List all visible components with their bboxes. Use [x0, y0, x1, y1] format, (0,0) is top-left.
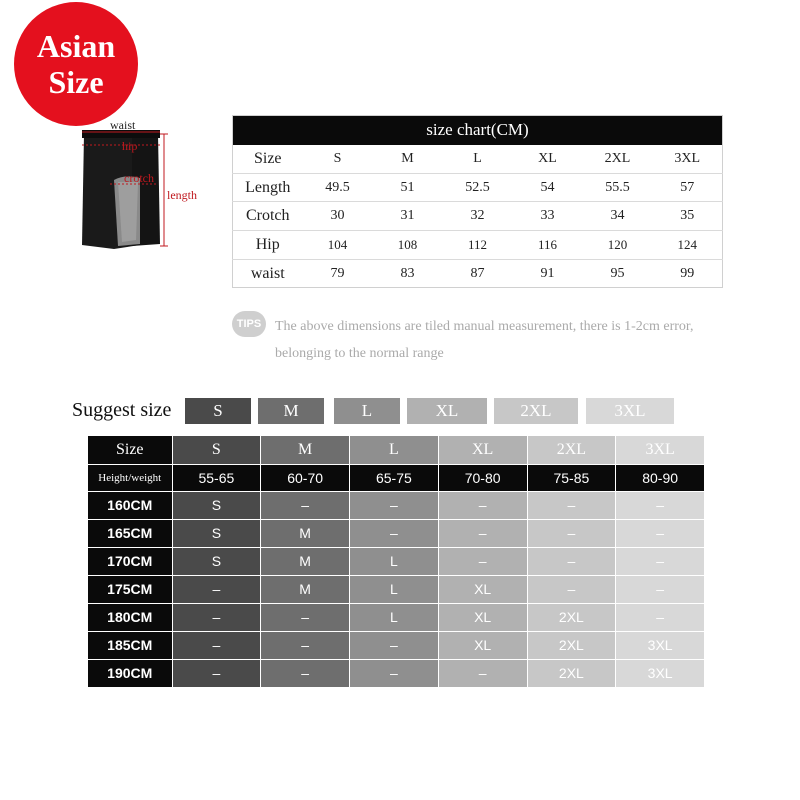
- size-chart-header-cell: L: [443, 145, 513, 174]
- size-chart-cell: 108: [373, 231, 443, 260]
- suggest-cell: –: [261, 631, 350, 659]
- suggest-size-3xl: 3XL: [586, 398, 674, 424]
- size-chart-table: [232, 115, 723, 288]
- suggest-cell: –: [172, 575, 261, 603]
- suggest-cell: –: [261, 491, 350, 519]
- size-chart-row: [233, 231, 723, 260]
- suggest-cell: –: [350, 631, 439, 659]
- suggest-size-table: [88, 436, 705, 688]
- size-chart-cell: 51: [373, 173, 443, 202]
- size-chart-cell: 112: [443, 231, 513, 260]
- waist-label: waist: [110, 118, 136, 132]
- suggest-table-row: [88, 603, 705, 631]
- suggest-cell: 2XL: [527, 659, 616, 687]
- suggest-cell: XL: [438, 603, 527, 631]
- size-chart-cell: 99: [680, 265, 695, 281]
- suggest-table-header-cell: 3XL: [616, 436, 705, 464]
- suggest-size-label: Suggest size: [72, 399, 172, 421]
- suggest-table-header-cell: M: [261, 436, 350, 464]
- suggest-size-s: S: [185, 398, 251, 424]
- size-chart-row-label: waist: [250, 264, 285, 282]
- size-chart-cell: 32: [443, 202, 513, 231]
- suggest-size-2xl: 2XL: [494, 398, 578, 424]
- suggest-cell: –: [616, 547, 705, 575]
- tips-text: The above dimensions are tiled manual measurement, there is 1-2cm error, belonging to the normal range: [275, 319, 694, 361]
- suggest-size-l: L: [334, 398, 400, 424]
- size-chart-cell: 34: [583, 202, 653, 231]
- height-label: 160CM: [88, 491, 172, 519]
- weight-cell: 75-85: [527, 464, 616, 491]
- suggest-cell: –: [350, 519, 439, 547]
- suggest-cell: M: [261, 575, 350, 603]
- suggest-cell: –: [438, 519, 527, 547]
- suggest-cell: –: [350, 491, 439, 519]
- suggest-cell: –: [616, 575, 705, 603]
- suggest-size-m: M: [258, 398, 324, 424]
- weight-cell: 65-75: [350, 464, 439, 491]
- suggest-cell: –: [527, 575, 616, 603]
- size-chart-cell: 49.5: [303, 173, 373, 202]
- suggest-cell: S: [172, 547, 261, 575]
- suggest-cell: –: [261, 659, 350, 687]
- weight-cell: 60-70: [261, 464, 350, 491]
- suggest-cell: –: [616, 491, 705, 519]
- size-chart-cell: 54: [513, 173, 583, 202]
- size-chart-cell: 104: [303, 231, 373, 260]
- size-chart-row-label: Crotch: [233, 202, 303, 231]
- height-label: 175CM: [88, 575, 172, 603]
- suggest-cell: –: [172, 631, 261, 659]
- shorts-illustration: [70, 112, 220, 262]
- hip-label: hip: [122, 139, 138, 153]
- asian-size-badge: [14, 2, 138, 126]
- suggest-cell: –: [172, 603, 261, 631]
- suggest-cell: 2XL: [527, 603, 616, 631]
- height-label: 165CM: [88, 519, 172, 547]
- suggest-table-row: [88, 575, 705, 603]
- size-chart-cell: 57: [653, 173, 723, 202]
- height-weight-label: Height/weight: [88, 464, 172, 491]
- suggest-cell: 2XL: [527, 631, 616, 659]
- size-chart-cell: 87: [470, 265, 485, 281]
- size-chart-row: [233, 202, 723, 231]
- suggest-cell: –: [527, 547, 616, 575]
- size-chart-row: [233, 259, 723, 288]
- size-chart-row: [233, 173, 723, 202]
- suggest-cell: L: [350, 575, 439, 603]
- height-label: 180CM: [88, 603, 172, 631]
- height-label: 190CM: [88, 659, 172, 687]
- weight-cell: 55-65: [172, 464, 261, 491]
- size-chart-cell: 79: [330, 265, 345, 281]
- suggest-table-header-cell: S: [172, 436, 261, 464]
- size-chart-cell: 83: [400, 265, 415, 281]
- suggest-table-row: [88, 631, 705, 659]
- suggest-table-row: [88, 547, 705, 575]
- size-chart-cell: 33: [513, 202, 583, 231]
- suggest-cell: –: [438, 659, 527, 687]
- suggest-cell: –: [350, 659, 439, 687]
- size-chart-header-cell: M: [373, 145, 443, 174]
- size-chart-cell: 116: [513, 231, 583, 260]
- size-chart-cell: 120: [583, 231, 653, 260]
- height-label: 185CM: [88, 631, 172, 659]
- size-chart-cell: 55.5: [583, 173, 653, 202]
- size-chart-header-cell: 3XL: [653, 145, 723, 174]
- suggest-cell: –: [172, 659, 261, 687]
- suggest-table-header-row: [88, 436, 705, 464]
- crotch-label: crotch: [124, 171, 154, 185]
- size-chart-title: size chart(CM): [233, 116, 723, 145]
- suggest-table-header-cell: 2XL: [527, 436, 616, 464]
- size-chart-row-label: Length: [233, 173, 303, 202]
- size-chart-row-label: Hip: [233, 231, 303, 260]
- suggest-cell: –: [438, 547, 527, 575]
- suggest-cell: XL: [438, 631, 527, 659]
- height-label: 170CM: [88, 547, 172, 575]
- suggest-cell: –: [527, 491, 616, 519]
- suggest-cell: S: [172, 491, 261, 519]
- suggest-cell: –: [616, 519, 705, 547]
- size-chart-cell: 35: [653, 202, 723, 231]
- tips-icon: TIPS: [232, 311, 266, 337]
- suggest-table-header-cell: L: [350, 436, 439, 464]
- size-chart-header-cell: XL: [513, 145, 583, 174]
- badge-line1: Asian: [36, 28, 116, 64]
- suggest-cell: L: [350, 603, 439, 631]
- size-chart-header-cell: S: [303, 145, 373, 174]
- size-chart-cell: 31: [373, 202, 443, 231]
- suggest-cell: –: [438, 491, 527, 519]
- suggest-cell: S: [172, 519, 261, 547]
- suggest-cell: 3XL: [616, 659, 705, 687]
- shorts-icon: [70, 112, 220, 262]
- suggest-table-weight-row: [88, 464, 705, 491]
- badge-line2: Size: [48, 64, 104, 100]
- suggest-table-row: [88, 659, 705, 687]
- suggest-cell: –: [616, 603, 705, 631]
- suggest-table-row: [88, 519, 705, 547]
- size-chart-cell: 30: [303, 202, 373, 231]
- suggest-cell: –: [261, 603, 350, 631]
- size-chart-cell: 95: [610, 265, 625, 281]
- suggest-table-header-cell: Size: [88, 436, 172, 464]
- suggest-table-row: [88, 491, 705, 519]
- size-chart-cell: 52.5: [443, 173, 513, 202]
- weight-cell: 80-90: [616, 464, 705, 491]
- suggest-cell: M: [261, 547, 350, 575]
- weight-cell: 70-80: [438, 464, 527, 491]
- suggest-cell: M: [261, 519, 350, 547]
- size-chart-cell: 124: [653, 231, 723, 260]
- size-chart-header-cell: 2XL: [583, 145, 653, 174]
- suggest-cell: –: [527, 519, 616, 547]
- suggest-cell: 3XL: [616, 631, 705, 659]
- suggest-cell: L: [350, 547, 439, 575]
- suggest-size-xl: XL: [407, 398, 487, 424]
- suggest-table-header-cell: XL: [438, 436, 527, 464]
- length-label: length: [167, 188, 197, 202]
- suggest-cell: XL: [438, 575, 527, 603]
- size-chart-header-row: [233, 145, 723, 174]
- size-chart-cell: 91: [540, 265, 555, 281]
- size-chart-header-cell: Size: [233, 145, 303, 174]
